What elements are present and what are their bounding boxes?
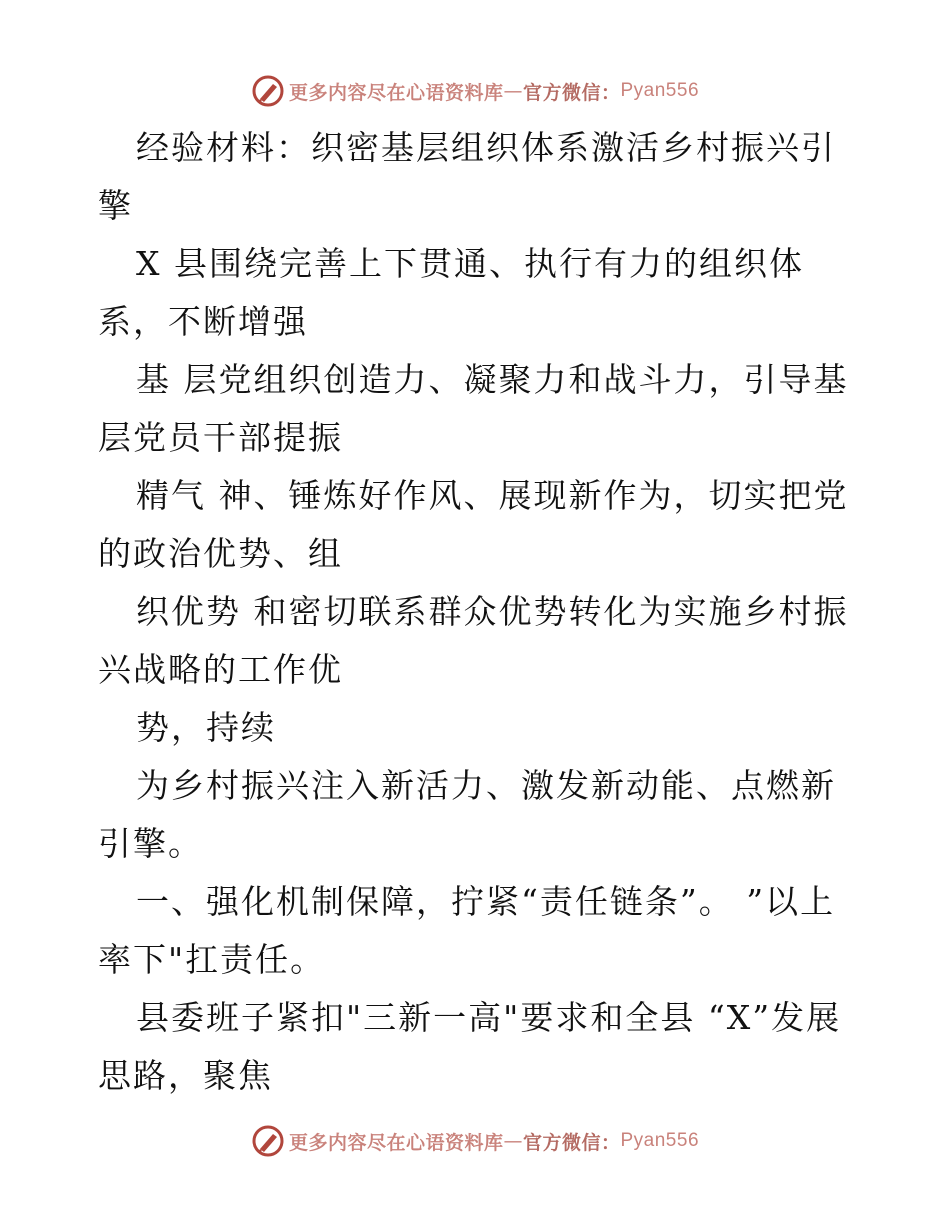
body-paragraph: 势，持续 [136,708,276,747]
pen-logo-icon [251,1124,285,1158]
document-body [98,119,858,1105]
pen-logo-icon [251,74,285,108]
body-paragraph: 基 层党组织创造力、凝聚力和战斗力，引导基层党员干部提振 [98,360,849,457]
header-watermark-banner [0,71,950,111]
body-paragraph: 县委班子紧扣"三新一高"要求和全县 “X”发展思路，聚焦 [98,998,842,1095]
body-paragraph: 织优势 和密切联系群众优势转化为实施乡村振兴战略的工作优 [98,592,849,689]
banner-separator: — [503,1130,523,1152]
section-heading: 一、强化机制保障，拧紧“责任链条”。 ”以上率下"扛责任。 [98,882,836,979]
banner-wechat-label: 官方微信： [522,1131,621,1154]
banner-main-text: 更多内容尽在心语资料库 [288,81,504,104]
footer-watermark-banner [0,1121,950,1161]
body-paragraph: 精气 神、锤炼好作风、展现新作为，切实把党的政治优势、组 [98,476,849,573]
banner-wechat-id: Pyan556 [620,1130,700,1151]
document-title: 经验材料：织密基层组织体系激活乡村振兴引擎 [98,128,836,225]
banner-separator: — [503,80,523,102]
banner-main-text: 更多内容尽在心语资料库 [288,1131,504,1154]
banner-wechat-id: Pyan556 [620,80,700,101]
body-paragraph: X 县围绕完善上下贯通、执行有力的组织体系，不断增强 [98,244,804,341]
body-paragraph: 为乡村振兴注入新活力、激发新动能、点燃新引擎。 [98,766,836,863]
banner-wechat-label: 官方微信： [522,81,621,104]
